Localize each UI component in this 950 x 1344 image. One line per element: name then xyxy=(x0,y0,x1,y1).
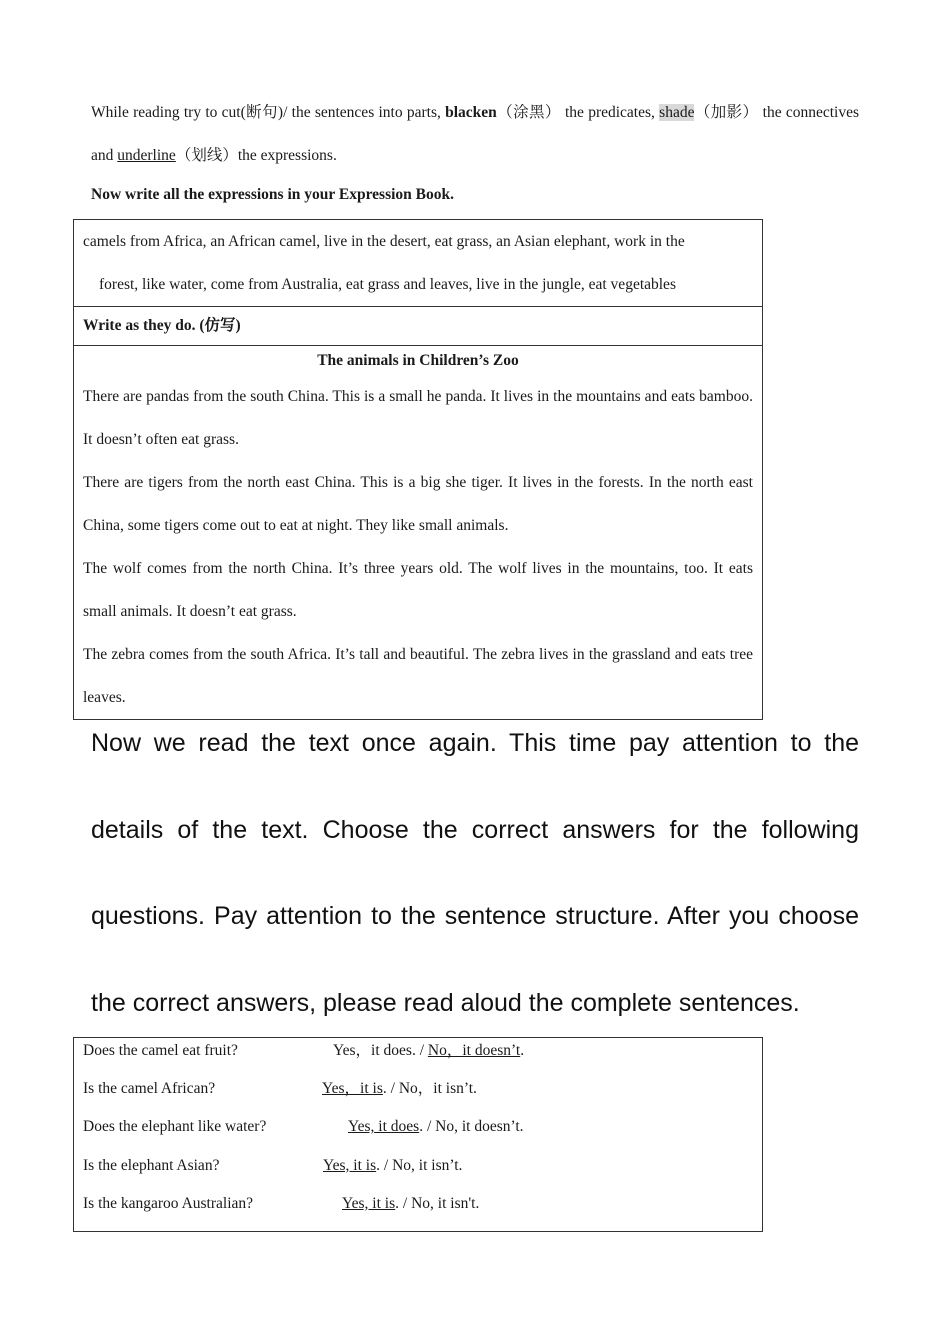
instruction-text: （涂黑） the predicates, xyxy=(496,104,660,121)
expression-book-instruction: Now write all the expressions in your Expression Book. xyxy=(91,186,454,203)
zoo-title: The animals in Children’s Zoo xyxy=(317,352,519,369)
answer-option: Yes，it is xyxy=(322,1080,383,1098)
answer-end: . xyxy=(520,1042,525,1059)
answer-options xyxy=(322,1076,477,1102)
question-row xyxy=(83,1153,753,1191)
answer-option: Yes, it does xyxy=(348,1118,420,1136)
answer-option: No, it isn’t. xyxy=(392,1156,463,1174)
answer-separator: / xyxy=(415,1042,428,1059)
question-row xyxy=(83,1191,753,1229)
questions-cell xyxy=(74,1038,763,1232)
reading-instructions xyxy=(91,91,859,177)
question-row xyxy=(83,1076,753,1114)
instruction-text: （划线）the expressions. xyxy=(175,147,337,164)
answer-options xyxy=(323,1153,462,1179)
expressions-table xyxy=(73,219,763,720)
zoo-passage xyxy=(74,346,763,720)
question-text: Does the camel eat fruit? xyxy=(83,1042,238,1059)
underline-term: underline xyxy=(117,147,176,164)
answer-options xyxy=(342,1191,479,1217)
question-text: Does the elephant like water? xyxy=(83,1118,267,1136)
zoo-paragraph: The zebra comes from the south Africa. It’s tall and beautiful. The zebra lives in the grassland and eats tree leaves. xyxy=(83,646,753,706)
answer-options xyxy=(333,1038,524,1064)
detail-reading-instruction: Now we read the text once again. This time pay attention to the details of the text. Choose the correct answers for the following questions. Pay attention to the sentence structure. After you choose the correct answers, please read aloud the complete sentences. xyxy=(91,729,859,1017)
answer-option: No，it doesn’t xyxy=(427,1042,521,1059)
answer-separator: . / xyxy=(395,1194,412,1212)
write-as-they-do-label: Write as they do. (仿写) xyxy=(74,307,763,346)
zoo-paragraph: There are tigers from the north east China. This is a big she tiger. It lives in the forests. In the north east China, some tigers come out to eat at night. They like small animals. xyxy=(83,474,753,534)
expressions-line: camels from Africa, an African camel, live in the desert, eat grass, an Asian elephant, work in the xyxy=(83,233,685,250)
answer-separator: . / xyxy=(419,1118,436,1136)
answer-option: Yes, it is xyxy=(342,1194,396,1212)
questions-table xyxy=(73,1037,763,1232)
answer-option: Yes，it does. xyxy=(333,1042,416,1059)
zoo-paragraph: There are pandas from the south China. This is a small he panda. It lives in the mountains and eats bamboo. It doesn’t often eat grass. xyxy=(83,388,753,448)
question-text: Is the elephant Asian? xyxy=(83,1156,220,1174)
question-row xyxy=(83,1114,753,1152)
shade-term: shade xyxy=(659,104,695,121)
answer-option: No, it isn't. xyxy=(411,1194,480,1212)
question-text: Is the camel African? xyxy=(83,1080,216,1098)
answer-option: No，it isn’t. xyxy=(398,1080,477,1098)
zoo-paragraph: The wolf comes from the north China. It’s three years old. The wolf lives in the mountains, too. It eats small animals. It doesn’t eat grass. xyxy=(83,560,753,620)
question-text: Is the kangaroo Australian? xyxy=(83,1194,254,1212)
answer-options xyxy=(348,1114,524,1140)
answer-separator: . / xyxy=(376,1156,393,1174)
answer-separator: . / xyxy=(382,1080,399,1098)
expressions-line: forest, like water, come from Australia, eat grass and leaves, live in the jungle, eat vegetables xyxy=(99,276,676,293)
expressions-cell xyxy=(74,220,763,307)
instruction-text: （加影） the connectives and xyxy=(91,104,859,164)
blacken-term: blacken xyxy=(445,104,497,121)
question-row xyxy=(83,1038,753,1076)
answer-option: No, it doesn’t. xyxy=(435,1118,524,1136)
answer-option: Yes, it is xyxy=(323,1156,377,1174)
instruction-text: While reading try to cut(断句)/ the sentences into parts, xyxy=(91,104,446,121)
